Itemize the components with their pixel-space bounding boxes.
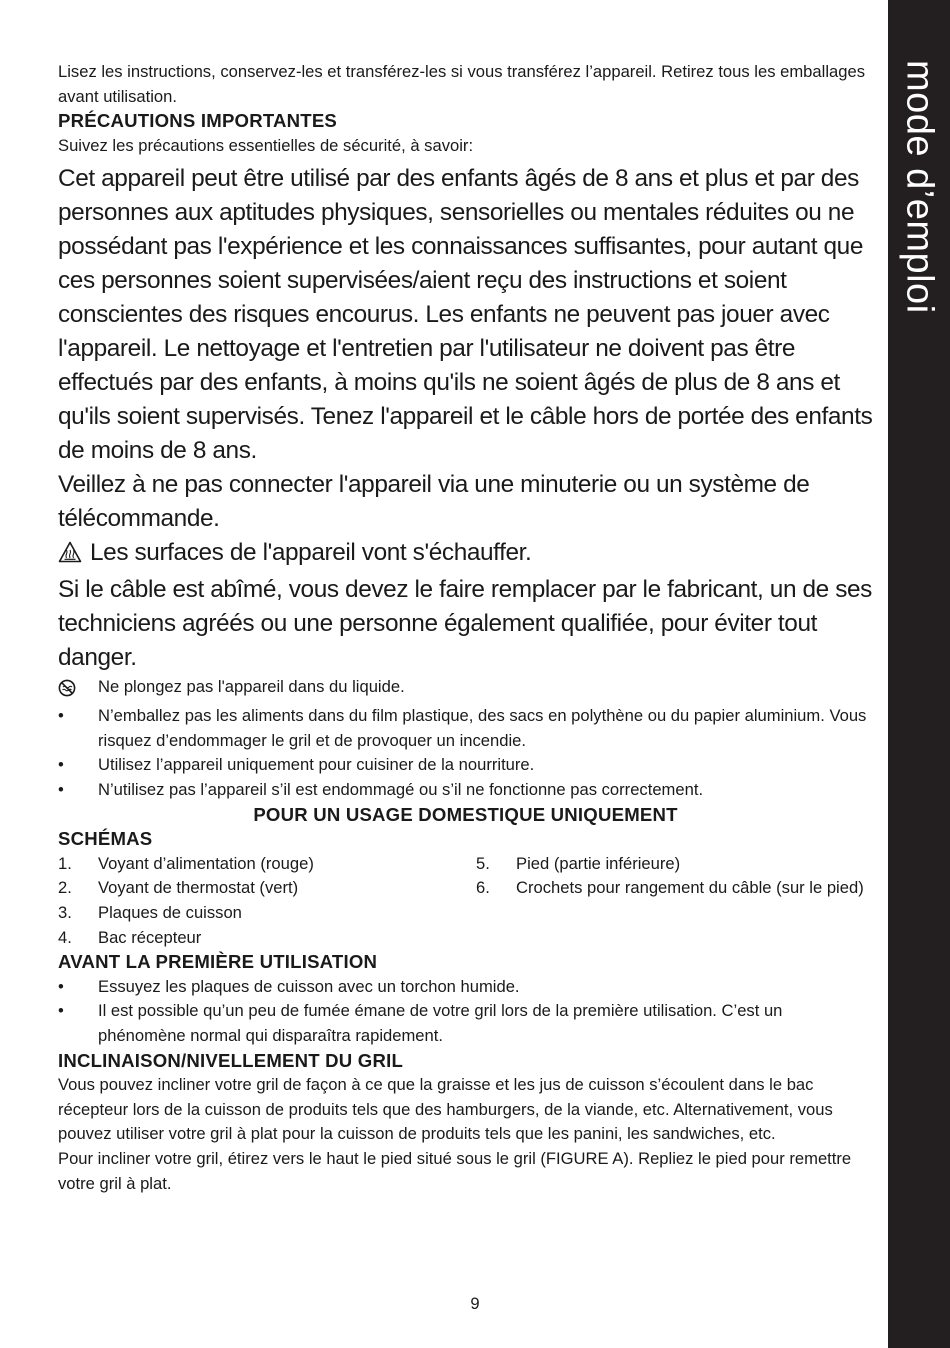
schema-item-number: 1. — [58, 853, 72, 873]
bullet-icon: • — [58, 1001, 64, 1021]
schema-item-number: 2. — [58, 878, 72, 898]
page-content — [58, 60, 873, 1196]
first-use-heading: AVANT LA PREMIÈRE UTILISATION — [58, 951, 378, 973]
schema-item — [58, 876, 476, 901]
precautions-heading: PRÉCAUTIONS IMPORTANTES — [58, 110, 338, 132]
schema-item-number: 5. — [476, 853, 490, 873]
bullet-icon: • — [58, 706, 64, 726]
schemas-list — [58, 852, 873, 950]
timer-warning-paragraph: Veillez à ne pas connecter l'appareil via une minuterie ou un système de télécommande. — [58, 471, 810, 533]
no-immerse-icon — [58, 675, 98, 700]
schema-item-text: Pied (partie inférieure) — [516, 853, 681, 873]
schemas-right-column — [476, 852, 873, 950]
list-item — [58, 778, 873, 803]
list-item-text: Il est possible qu’un peu de fumée émane de votre gril lors de la première utilisation. C’est un phénomène normal qui disparaîtra rapidement. — [98, 1001, 783, 1045]
schemas-left-column — [58, 852, 476, 950]
bullet-icon: • — [58, 755, 64, 775]
no-immerse-item — [58, 675, 873, 704]
schema-item — [58, 901, 476, 926]
list-item-text: N’emballez pas les aliments dans du film plastique, des sacs en polythène ou du papier aluminium. Vous risquez d’endommager le gril et de provoquer un incendie. — [98, 706, 867, 750]
schemas-heading: SCHÉMAS — [58, 828, 153, 850]
intro-paragraph: Lisez les instructions, conservez-les et transférez-les si vous transférez l’appareil. Retirez tous les emballages avant utilisation. — [58, 62, 865, 106]
list-item-text: Utilisez l’appareil uniquement pour cuisiner de la nourriture. — [98, 755, 535, 775]
hot-surface-warning-icon — [58, 539, 82, 573]
hot-surface-warning — [58, 536, 873, 573]
schema-item — [58, 926, 476, 951]
schema-item-number: 4. — [58, 927, 72, 947]
schema-item-text: Plaques de cuisson — [98, 903, 242, 923]
list-item — [58, 999, 873, 1048]
bullet-icon: • — [58, 976, 64, 996]
side-tab-label: mode d’emploi — [898, 60, 941, 314]
page-number: 9 — [470, 1294, 480, 1313]
list-item — [58, 975, 873, 1000]
precautions-subheading: Suivez les précautions essentielles de sécurité, à savoir: — [58, 135, 474, 155]
bullet-icon: • — [58, 780, 64, 800]
list-item-text: N’utilisez pas l’appareil s’il est endommagé ou s’il ne fonctionne pas correctement. — [98, 780, 704, 800]
schema-item — [476, 852, 873, 877]
hot-surface-warning-text: Les surfaces de l'appareil vont s'échauffer. — [90, 539, 532, 567]
tilting-paragraph: Vous pouvez incliner votre gril de façon à ce que la graisse et les jus de cuisson s’écoulent dans le bac récepteur lors de la cuisson de produits tels que des hamburgers, de la viande, etc. Alternativement, vous pouvez utiliser votre gril à plat pour la cuisson de produits tels que les panini, les sandwiches, etc. — [58, 1075, 833, 1144]
schema-item-text: Voyant d’alimentation (rouge) — [98, 853, 314, 873]
schema-item-text: Crochets pour rangement du câble (sur le pied) — [516, 878, 864, 898]
tilting-instructions-paragraph: Pour incliner votre gril, étirez vers le haut le pied situé sous le gril (FIGURE A). Repliez le pied pour remettre votre gril à plat. — [58, 1148, 852, 1193]
schema-item-text: Voyant de thermostat (vert) — [98, 878, 299, 898]
list-item — [58, 704, 873, 753]
tilting-heading: INCLINAISON/NIVELLEMENT DU GRIL — [58, 1049, 404, 1071]
schema-item — [58, 852, 476, 877]
household-notice: POUR UN USAGE DOMESTIQUE UNIQUEMENT — [253, 803, 678, 825]
cable-paragraph: Si le câble est abîmé, vous devez le faire remplacer par le fabricant, un de ses techniciens agréés ou une personne également qualifiée, pour éviter tout danger. — [58, 576, 872, 672]
list-item-text: Essuyez les plaques de cuisson avec un torchon humide. — [98, 976, 520, 996]
schema-item-number: 6. — [476, 878, 490, 898]
children-safety-paragraph: Cet appareil peut être utilisé par des enfants âgés de 8 ans et plus et par des personnes aux aptitudes physiques, sensorielles ou mentales réduites ou ne possédant pas l'expérience et les connaissances suffisantes, pour autant que ces personnes soient supervisées/aient reçu des instructions et soient conscientes des risques encourus. Les enfants ne peuvent pas jouer avec l'appareil. Le nettoyage et l'entretien par l'utilisateur ne doivent pas être effectués par des enfants, à moins qu'ils ne soient âgés de plus de 8 ans et qu'ils soient supervisés. Tenez l'appareil et le câble hors de portée des enfants de moins de 8 ans. — [58, 165, 873, 465]
schema-item-text: Bac récepteur — [98, 927, 202, 947]
no-immerse-text: Ne plongez pas l'appareil dans du liquide. — [98, 677, 405, 697]
list-item — [58, 753, 873, 778]
schema-item-number: 3. — [58, 903, 72, 923]
side-tab — [888, 0, 950, 1348]
schema-item — [476, 876, 873, 901]
